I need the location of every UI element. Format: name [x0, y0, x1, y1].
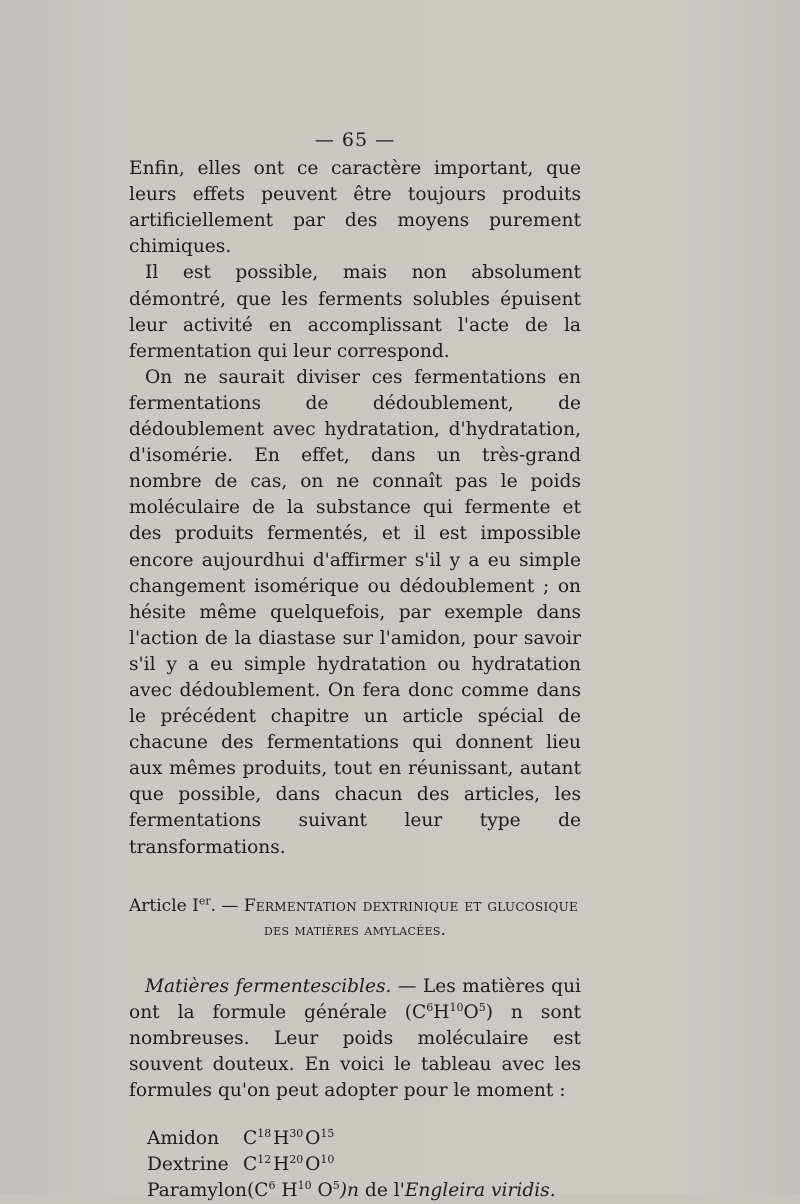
substance-name: Paramylon	[147, 1180, 247, 1202]
text-block	[129, 127, 581, 1204]
article-subtitle: des matières amylacées.	[264, 920, 446, 939]
formula-element: H	[433, 1001, 450, 1023]
article-title: Fermentation dextrinique et glucosique	[243, 895, 579, 916]
article-label-sup: er	[198, 893, 211, 907]
formula-row	[129, 1152, 581, 1178]
formula-sub: 6	[426, 1000, 434, 1014]
formula-element: O	[463, 1001, 479, 1023]
matieres-text-before: — Les matières qui ont la formule générale (C	[129, 975, 581, 1023]
article-label: Article I	[129, 895, 199, 916]
substance-formula: $C^{12}$ $H^{20}$ $O^{10}$	[243, 1152, 335, 1176]
formula-sub: 10	[449, 1000, 464, 1014]
substance-formula: $C^{18}$ $H^{30}$ $O^{15}$	[243, 1126, 335, 1150]
substance-name: Amidon	[147, 1128, 220, 1150]
article-heading	[129, 894, 581, 942]
formula-sub: 5	[478, 1000, 486, 1014]
formula-table	[129, 1126, 581, 1204]
matieres-text-after: ) n sont nombreuses. Leur poids moléculaire est souvent douteux. En voici le tableau avec les formules qu'on peut adopter pour le moment :	[129, 1001, 581, 1101]
paragraph-1: Enfin, elles ont ce caractère important, que leurs effets peuvent être toujours produits artificiellement par des moyens purement chimiques.	[129, 158, 581, 258]
page-number: — 65 —	[314, 129, 396, 151]
paragraph-2: Il est possible, mais non absolument démontré, que les ferments solubles épuisent leur activité en accomplissant l'acte de la fermentation qui leur correspond.	[129, 262, 581, 362]
paragraph-3: On ne saurait diviser ces fermentations en fermentations de dédoublement, de dédoublement avec hydratation, d'hydratation, d'isomérie. En effet, dans un très-grand nombre de cas, on ne connaît pas le poids moléculaire de la substance qui fermente et des produits fermentés, et il est impossible encore aujourdhui d'affirmer s'il y a eu simple changement isomérique ou dédoublement ; on hésite même quelquefois, par exemple dans l'action de la diastase sur l'amidon, pour savoir s'il y a eu simple hydratation ou hydratation avec dédoublement. On fera donc comme dans le précédent chapitre un article spécial de chacune des fermentations qui donnent lieu aux mêmes produits, tout en réunissant, autant que possible, dans chacun des articles, les fermentations suivant leur type de transformations.	[129, 366, 581, 858]
matieres-paragraph	[129, 974, 581, 1104]
substance-name: Dextrine	[147, 1154, 229, 1176]
species-name: Engleira viridis.	[404, 1180, 556, 1202]
substance-formula: ($C^6$ $H^{10}$ $O^5)n$ de l'Engleira viridis.	[247, 1178, 556, 1202]
article-dash: . —	[210, 895, 239, 916]
formula-row	[129, 1178, 581, 1204]
formula-row	[129, 1126, 581, 1152]
matieres-title: Matières fermentescibles.	[145, 975, 392, 997]
